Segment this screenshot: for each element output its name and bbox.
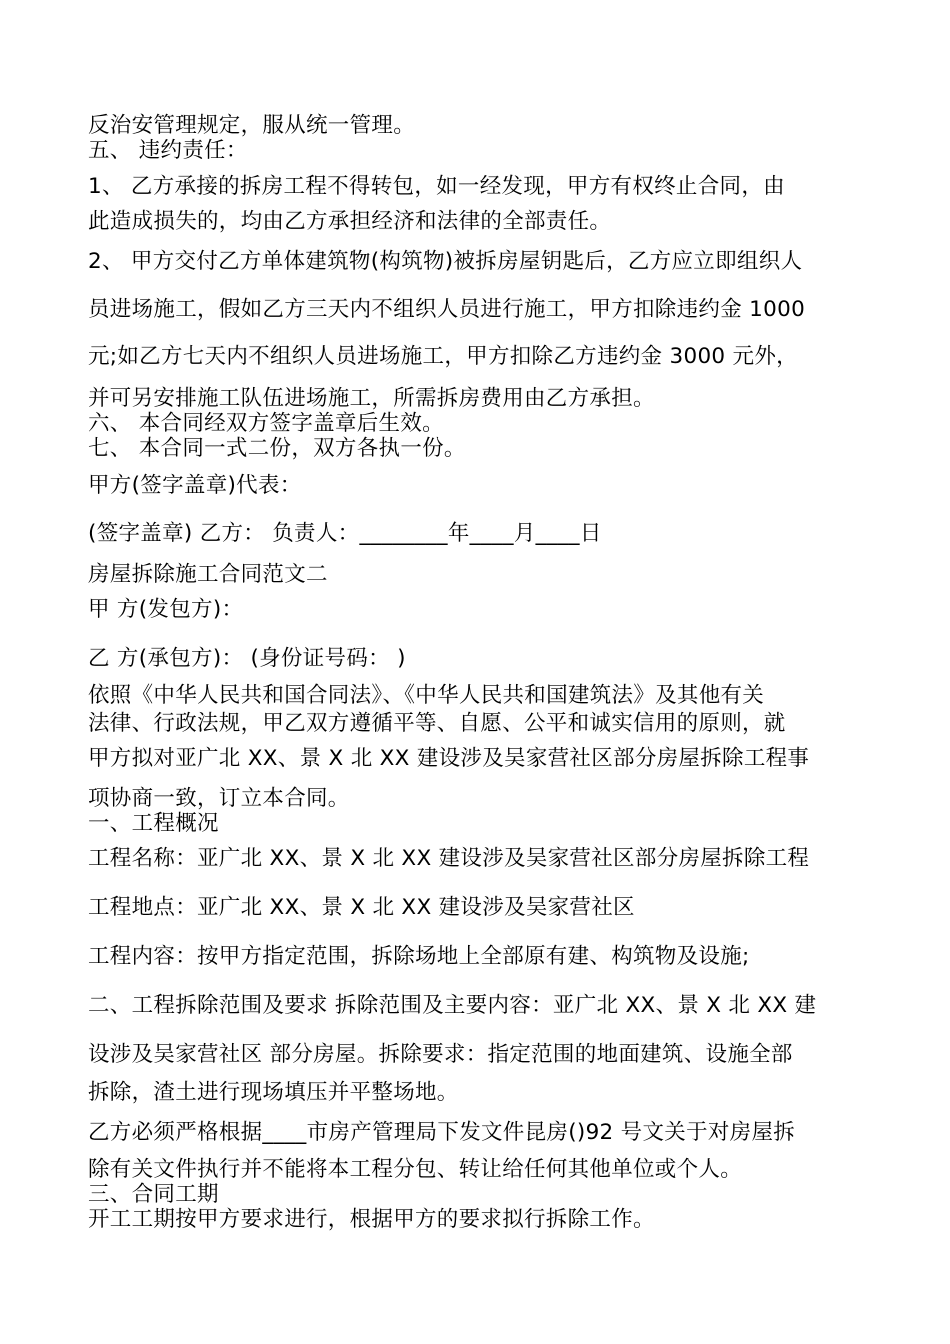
text-line: 工程名称：亚广北 XX、景 X 北 XX 建设涉及吴家营社区部分房屋拆除工程 (88, 846, 810, 871)
text-line: 法律、行政法规，甲乙双方遵循平等、自愿、公平和诚实信用的原则，就 (88, 711, 786, 736)
text-line: 2、 甲方交付乙方单体建筑物(构筑物)被拆房屋钥匙后，乙方应立即组织人 (88, 249, 803, 274)
text-line: 员进场施工，假如乙方三天内不组织人员进行施工，甲方扣除违约金 1000 (88, 297, 806, 322)
text-line: 甲方拟对亚广北 XX、景 X 北 XX 建设涉及吴家营社区部分房屋拆除工程事 (88, 746, 810, 771)
text-line: 1、 乙方承接的拆房工程不得转包，如一经发现，甲方有权终止合同，由 (88, 174, 785, 199)
text-line: 工程地点：亚广北 XX、景 X 北 XX 建设涉及吴家营社区 (88, 895, 635, 920)
document-subtitle: 房屋拆除施工合同范文二 (88, 562, 328, 587)
signature-line: 甲方(签字盖章)代表： (88, 473, 302, 498)
signature-line: (签字盖章) 乙方： 负责人：________年____月____日 (88, 521, 602, 546)
party-b-line: 乙 方(承包方)： (身份证号码： ) (88, 646, 406, 671)
text-line: 拆除，渣土进行现场填压并平整场地。 (88, 1080, 459, 1105)
text-line: 工程内容：按甲方指定范围，拆除场地上全部原有建、构筑物及设施; (88, 944, 750, 969)
text-line: 七、 本合同一式二份，双方各执一份。 (88, 436, 466, 461)
text-line: 依照《中华人民共和国合同法》、《中华人民共和国建筑法》及其他有关 (88, 683, 765, 708)
text-line: 二、工程拆除范围及要求 拆除范围及主要内容：亚广北 XX、景 X 北 XX 建 (88, 993, 817, 1018)
text-line: 此造成损失的，均由乙方承担经济和法律的全部责任。 (88, 209, 612, 234)
section-heading: 一、工程概况 (88, 811, 219, 836)
text-line: 项协商一致，订立本合同。 (88, 786, 350, 811)
text-line: 设涉及吴家营社区 部分房屋。拆除要求：指定范围的地面建筑、设施全部 (88, 1042, 793, 1067)
text-line: 除有关文件执行并不能将本工程分包、转让给任何其他单位或个人。 (88, 1157, 743, 1182)
text-line: 元;如乙方七天内不组织人员进场施工，甲方扣除乙方违约金 3000 元外， (88, 344, 798, 369)
text-line: 并可另安排施工队伍进场施工，所需拆房费用由乙方承担。 (88, 386, 655, 411)
text-line: 开工工期按甲方要求进行，根据甲方的要求拟行拆除工作。 (88, 1207, 655, 1232)
section-heading: 五、 违约责任： (88, 138, 248, 163)
section-heading: 三、合同工期 (88, 1182, 219, 1207)
party-a-line: 甲 方(发包方)： (88, 597, 244, 622)
text-line: 反治安管理规定，服从统一管理。 (88, 113, 416, 138)
text-line: 乙方必须严格根据____市房产管理局下发文件昆房()92 号文关于对房屋拆 (88, 1120, 796, 1145)
text-line: 六、 本合同经双方签字盖章后生效。 (88, 411, 444, 436)
